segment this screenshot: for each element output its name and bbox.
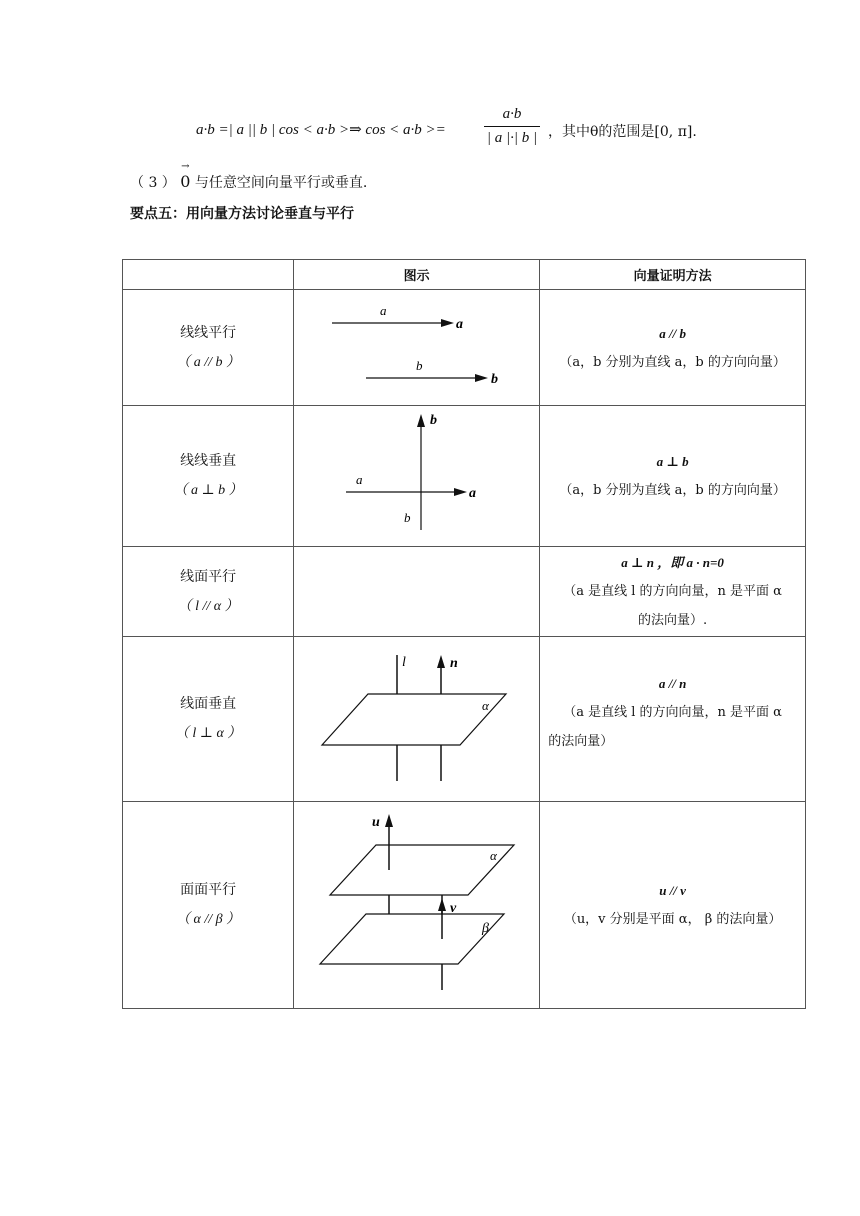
fig-label: β	[482, 921, 490, 936]
method-cell	[540, 637, 806, 802]
fig-label: a	[380, 303, 387, 318]
table-header-row	[123, 260, 806, 290]
method-table	[122, 259, 806, 1009]
figure-cell	[294, 802, 540, 1009]
row-name-cell	[123, 802, 294, 1009]
zero-vector-symbol: → 0	[180, 172, 190, 191]
row-relation: （ l // α ）	[177, 598, 239, 614]
method-cell	[540, 290, 806, 406]
fraction-bar	[484, 126, 540, 127]
formula-lhs: a·b =| a || b | cos < a·b >⇒ cos < a·b >=	[196, 122, 446, 138]
header-figure: 图示	[294, 260, 540, 290]
parallel-lines-figure	[294, 290, 539, 401]
table-row	[123, 290, 806, 406]
method-line: （a 是直线 l 的方向向量，n 是平面 α	[563, 705, 782, 720]
zero-vector-note	[130, 172, 367, 192]
angle-formula	[196, 104, 716, 154]
row-name: 线面平行	[180, 568, 237, 585]
method-line: （u，v 分别是平面 α， β 的法向量）	[563, 912, 782, 927]
table-row	[123, 637, 806, 802]
note-text: 与任意空间向量平行或垂直.	[194, 175, 368, 191]
fig-label: b	[416, 358, 423, 373]
fig-label: v	[450, 901, 457, 916]
fraction-numerator: a·b	[502, 106, 522, 122]
fig-label: u	[372, 815, 380, 830]
row-name: 线线平行	[180, 324, 237, 341]
fig-label: b	[430, 413, 438, 428]
method-line: a ⊥ b	[656, 454, 689, 469]
fig-label: l	[402, 655, 407, 670]
fig-label: a	[456, 317, 464, 332]
fig-label: a	[356, 472, 363, 487]
header-empty	[123, 260, 294, 290]
figure-cell	[294, 406, 540, 547]
figure-cell	[294, 290, 540, 406]
fig-label: b	[404, 510, 411, 525]
figure-cell	[294, 637, 540, 802]
row-name: 面面平行	[180, 882, 237, 898]
row-name-cell	[123, 547, 294, 637]
row-relation: （ a ⊥ b ）	[173, 483, 243, 498]
fraction-denominator: | a |·| b |	[486, 130, 538, 146]
method-line: 的法向量）	[548, 734, 614, 749]
table-row	[123, 547, 806, 637]
method-line: u // v	[659, 883, 686, 898]
method-cell	[540, 802, 806, 1009]
fig-label: n	[450, 656, 458, 671]
method-line: a // n	[658, 676, 687, 691]
fig-label: α	[490, 848, 498, 863]
table-row	[123, 406, 806, 547]
line-plane-perpendicular-figure	[294, 637, 539, 797]
row-relation: （ a // b ）	[176, 354, 240, 370]
header-method: 向量证明方法	[540, 260, 806, 290]
formula-fraction	[484, 106, 540, 147]
perpendicular-lines-figure	[294, 406, 539, 542]
fig-label: a	[469, 486, 477, 501]
row-name-cell	[123, 406, 294, 547]
fig-label: b	[491, 372, 499, 387]
method-line: （a 是直线 l 的方向向量，n 是平面 α	[563, 584, 782, 599]
row-name: 线线垂直	[180, 453, 237, 469]
row-relation: （ l ⊥ α ）	[174, 726, 242, 741]
row-name-cell	[123, 290, 294, 406]
method-line: （a，b 分别为直线 a，b 的方向向量）	[559, 354, 786, 370]
section-heading: 要点五：用向量方法讨论垂直与平行	[130, 206, 354, 222]
method-line: a // b	[659, 325, 686, 341]
table-row	[123, 802, 806, 1009]
method-line: （a，b 分别为直线 a，b 的方向向量）	[559, 483, 786, 498]
note-number: （ 3 ）	[130, 175, 176, 191]
formula-range-note: ，其中θ的范围是[0, π].	[548, 124, 697, 140]
plane-plane-parallel-figure	[294, 802, 539, 1004]
method-line: a ⊥ n ，即 a · n=0	[621, 555, 724, 570]
figure-cell-empty	[294, 547, 540, 637]
fig-label: α	[482, 698, 490, 713]
method-cell	[540, 547, 806, 637]
method-cell	[540, 406, 806, 547]
row-name: 线面垂直	[180, 696, 237, 712]
row-name-cell	[123, 637, 294, 802]
method-line: 的法向量）.	[638, 613, 708, 628]
row-relation: （ α // β ）	[176, 912, 241, 927]
